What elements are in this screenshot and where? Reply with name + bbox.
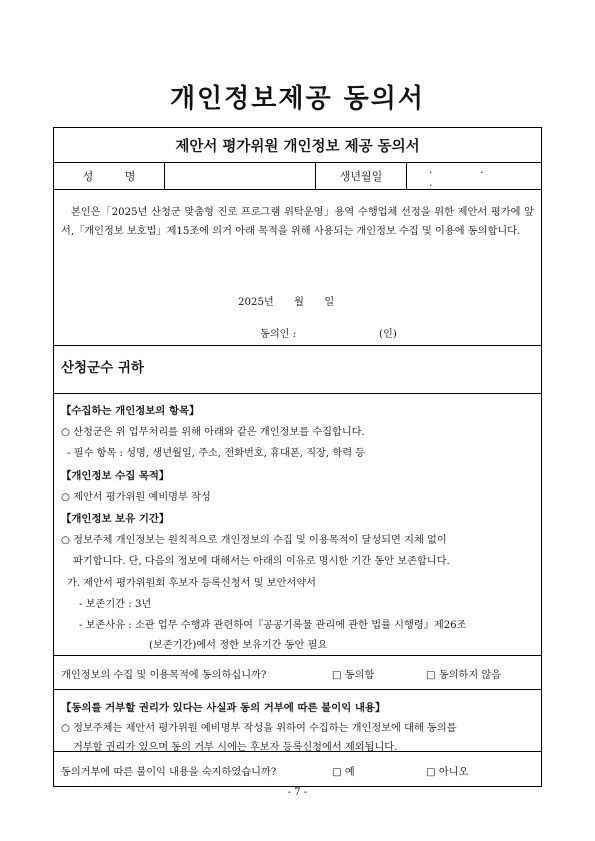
disagree-checkbox[interactable]: □ 동의하지 않음 xyxy=(426,670,502,681)
consent-form xyxy=(53,127,542,787)
name-field[interactable] xyxy=(165,163,316,189)
retention-heading: 【개인정보 보유 기간】 xyxy=(61,513,170,525)
purpose-line: ○ 제안서 평가위원 예비명부 작성 xyxy=(61,492,211,503)
consenter-label: 동의인 : xyxy=(260,329,297,340)
acknowledge-question-row xyxy=(54,752,541,786)
refusal-line-2: 거부할 권리가 있으며 동의 거부 시에는 후보자 등록신청에서 제외됩니다. xyxy=(73,742,398,753)
retention-line-3: 가. 제안서 평가위원회 후보자 등록신청서 및 보안서약서 xyxy=(67,578,317,589)
consent-question: 개인정보의 수집 및 이용목적에 동의하십니까? xyxy=(61,670,267,681)
form-title: 제안서 평가위원 개인정보 제공 동의서 xyxy=(54,128,541,163)
consent-statement-section xyxy=(54,190,541,346)
no-checkbox[interactable]: □ 아니오 xyxy=(426,767,469,778)
name-label: 성 명 xyxy=(54,163,165,189)
refusal-line-1: ○ 정보주체는 제안서 평가위원 예비명부 작성을 위하여 수집하는 개인정보에 대해 동의를 xyxy=(61,723,457,734)
identity-row xyxy=(54,163,541,190)
retention-line-6: (보존기간)에서 정한 보유기간 동안 필요 xyxy=(149,640,328,651)
yes-checkbox[interactable]: □ 예 xyxy=(332,767,355,778)
addressee: 산청군수 귀하 xyxy=(61,360,144,376)
agree-checkbox[interactable]: □ 동의함 xyxy=(332,670,375,681)
refusal-heading: 【동의를 거부할 권리가 있다는 사실과 동의 거부에 따른 불이익 내용】 xyxy=(61,702,386,714)
consent-body: 본인은「2025년 산청군 맞춤형 진로 프로그램 위탁운영」용역 수행업체 선정을 위한 제안서 평가에 앞서,「개인정보 보호법」제15조에 의거 아래 목적을 위해 사용되는 개인정보 수집 및 이용에 동의합니다. xyxy=(61,207,534,237)
purpose-heading: 【개인정보 수집 목적】 xyxy=(61,470,170,482)
refusal-right-section xyxy=(54,690,541,752)
retention-line-5: - 보존사유 : 소관 업무 수행과 관련하여『공공기록물 관리에 관한 법률 시행령』제26조 xyxy=(79,620,467,631)
retention-line-2: 파기합니다. 단, 다음의 정보에 대해서는 아래의 이유로 명시한 기간 동안 보존합니다. xyxy=(73,556,450,567)
birth-field[interactable]: . . . xyxy=(429,163,506,189)
items-heading: 【수집하는 개인정보의 항목】 xyxy=(61,405,200,417)
retention-line-1: ○ 정보주체 개인정보는 원칙적으로 개인정보의 수집 및 이용목적이 달성되면 지체 없이 xyxy=(61,535,447,546)
birth-label: 생년월일 xyxy=(316,163,407,189)
date-line: 2025년 월 일 xyxy=(238,297,335,308)
collection-info-section xyxy=(54,394,541,656)
seal-label: (인) xyxy=(379,329,397,340)
page-number: - 7 - xyxy=(287,787,308,798)
acknowledge-question: 동의거부에 따른 불이익 내용을 숙지하였습니까? xyxy=(61,767,277,778)
addressee-row xyxy=(54,346,541,394)
items-line-1: ○ 산청군은 위 업무처리를 위해 아래와 같은 개인정보를 수집합니다. xyxy=(61,427,365,438)
consent-question-row xyxy=(54,656,541,690)
document-title: 개인정보제공 동의서 xyxy=(169,84,426,114)
items-line-2: - 필수 항목 : 성명, 생년월일, 주소, 전화번호, 휴대폰, 직장, 학력 등 xyxy=(67,448,366,459)
retention-line-4: - 보존기간 : 3년 xyxy=(79,599,152,610)
